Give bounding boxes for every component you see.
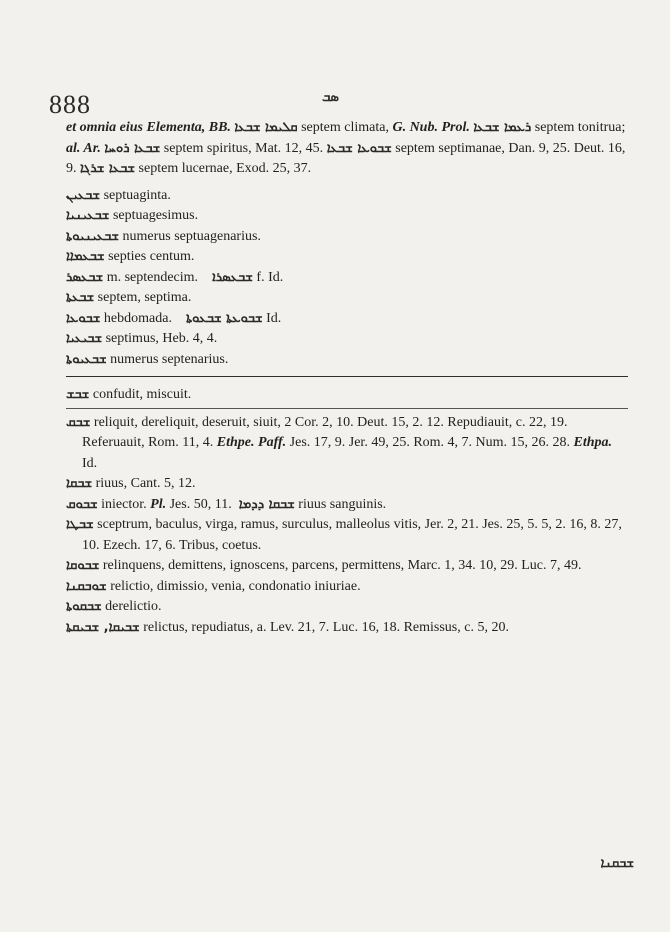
entry: [66, 206, 628, 227]
line-text: et omnia eius Elementa, BB.: [66, 120, 231, 135]
entry: [66, 329, 628, 350]
gloss: septuaginta.: [103, 187, 171, 203]
headword-variant: ܫܒܩܐ ܕܕܡܐ: [238, 496, 295, 512]
gloss: 16, 9.: [66, 140, 626, 176]
gloss: confudit, miscuit.: [92, 387, 192, 402]
gloss: septem septimanae, Dan. 9, 25. Deut.: [395, 140, 605, 156]
entry: [66, 597, 628, 618]
gloss: riuus sanguinis.: [298, 496, 387, 512]
gloss: Jes. 17, 9. Jer. 49, 25. Rom. 4, 7. Num. 15, 26. 28.: [289, 435, 571, 450]
dictionary-body: [66, 118, 628, 638]
gloss: septem: [163, 140, 204, 156]
gloss: hebdomada.: [103, 310, 172, 326]
headword: ܫܒܥܬܐ: [66, 290, 95, 305]
root-headword: ܫܒܫ: [66, 387, 90, 402]
headword: ܫܒܥܡܐܐ: [66, 249, 105, 264]
gloss: relinquens, demittens, ignoscens, parcens, permittens, Marc. 1, 34. 10, 29. Luc. 7, 49.: [102, 558, 582, 573]
source-abbrev: al. Ar.: [66, 140, 101, 156]
gloss: m. septendecim.: [106, 269, 199, 285]
headword-variant: ܫܒܘܥܬܐ ܫܒܥܘܬܐ: [185, 310, 263, 326]
entry: [66, 556, 628, 577]
form-abbrev: Ethpa.: [573, 435, 613, 450]
source-abbrev: G. Nub.: [392, 120, 438, 135]
gloss: spiritus, Mat. 12, 45.: [206, 140, 324, 156]
gloss: sceptrum, baculus, virga, ramus, surculus, malleolus vitis, Jer. 2, 21. Jes. 25, 5. 5, 2. 16, 8. 27, 10. Ezech. 17, 6. Tribus, coetus.: [82, 517, 622, 553]
section-rule: [66, 408, 628, 409]
headword: ܫܒܩܘܬܐ: [66, 599, 102, 614]
root-entry: [66, 413, 628, 475]
entry: [66, 350, 628, 371]
gloss: septies centum.: [108, 249, 195, 264]
gloss: f. Id.: [256, 269, 284, 285]
gloss: relictus, repudiatus, a. Lev. 21, 7. Luc. 16, 18. Remissus, c. 5, 20.: [143, 619, 509, 635]
gloss: derelictio.: [105, 599, 162, 614]
entry: [66, 474, 628, 495]
root-entry: [66, 385, 628, 406]
entry: [66, 495, 628, 516]
continuation-paragraph: [66, 118, 628, 180]
headword: ܫܒܥܝܢܝܘܬܐ: [66, 228, 120, 244]
syriac-word: ܫܒܥܐ ܫܪܓܐ: [80, 161, 136, 176]
gloss: septuagesimus.: [112, 208, 199, 223]
headword: ܫܘܒܩܢܐ: [66, 578, 107, 594]
entry: [66, 309, 628, 330]
gloss: Id.: [82, 455, 98, 471]
headword: ܫܒܝܩܐ, ܫܒܝܩܬܐ: [66, 619, 140, 635]
headword: ܫܒܘܩ: [66, 496, 98, 512]
entry: [66, 186, 628, 207]
entry: [66, 268, 628, 289]
headword: ܫܒܛܐ: [66, 517, 94, 532]
gloss: reliquit, dereliquit, deseruit, siuit, 2 Cor. 2, 10. Deut. 15, 2. 12. Repudiauit, c. 22, 19. Referuauit, Rom. 11, 4.: [82, 414, 568, 450]
section-rule: [66, 376, 628, 377]
gloss: septem lucernae, Exod. 25, 37.: [138, 161, 312, 176]
page-number: 888: [49, 90, 91, 119]
headword: ܫܒܥܝܢܝܐ: [66, 208, 110, 223]
gloss: septimus, Heb. 4, 4.: [105, 331, 218, 346]
root-headword: ܫܒܩ: [66, 414, 91, 430]
headword: ܫܒܥܝܢ: [66, 187, 101, 203]
syriac-word: ܫܒܘܥܐ ܫܒܥܐ: [326, 140, 392, 156]
entry: [66, 247, 628, 268]
gloss: Jes. 50, 11.: [169, 496, 232, 512]
entry: [66, 515, 628, 556]
catchword: ܫܒܩܢܐ: [600, 856, 634, 871]
entry: [66, 618, 628, 639]
headword: ܫܒܘܩܐ: [66, 558, 100, 573]
headword: ܫܒܥܣܪ: [66, 269, 104, 285]
gloss: iniector.: [101, 496, 147, 512]
source-abbrev: Prol.: [441, 120, 470, 135]
headword: ܫܒܝܥܝܐ: [66, 331, 103, 346]
syriac-word: ܫܒܥܐ ܪܘܚܐ: [104, 140, 161, 156]
gloss: septem climata,: [301, 120, 389, 135]
gloss: septem tonitrua;: [534, 120, 626, 135]
headword: ܫܒܘܥܐ: [66, 310, 101, 326]
headword: ܫܒܩܐ: [66, 476, 93, 491]
headword-variant: ܫܒܥܣܪܐ: [212, 269, 253, 285]
form-abbrev: Ethpe. Paff.: [216, 435, 287, 450]
gloss: riuus, Cant. 5, 12.: [95, 476, 196, 491]
running-head: ܣܒ: [322, 90, 339, 105]
syriac-word: ܪܥܡܐ ܫܒܥܐ: [473, 120, 532, 135]
entry: [66, 288, 628, 309]
gloss: relictio, dimissio, venia, condonatio iniuriae.: [110, 578, 361, 594]
gloss: numerus septenarius.: [110, 351, 229, 367]
headword: ܫܒܥܝܘܬܐ: [66, 351, 107, 367]
entry: [66, 227, 628, 248]
gloss: septem, septima.: [97, 290, 192, 305]
form-abbrev: Pl.: [150, 496, 167, 512]
syriac-word: ܩܠܝܡܐ ܫܒܥܐ: [234, 120, 298, 135]
gloss: Id.: [266, 310, 282, 326]
entry: [66, 577, 628, 598]
gloss: numerus septuagenarius.: [122, 228, 261, 244]
